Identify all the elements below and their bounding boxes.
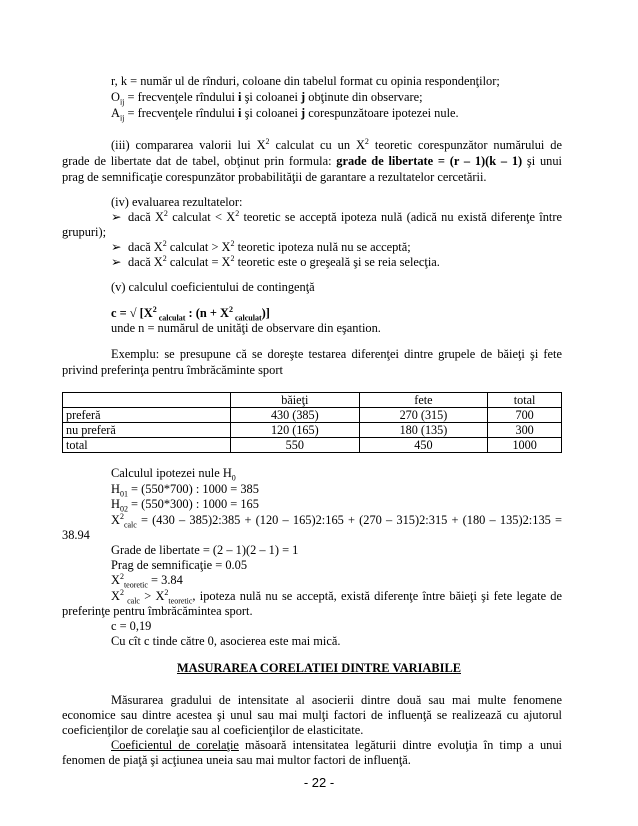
- table-header-cell: total: [488, 393, 562, 408]
- table-cell: 180 (135): [359, 423, 488, 438]
- coefficient-note: Cu cît c tinde către 0, asocierea este mai mică.: [111, 634, 341, 648]
- arrow-bullet-icon: ➢: [111, 240, 122, 254]
- page-number: - 22 -: [303, 775, 335, 790]
- section-title: MASURAREA CORELATIEI DINTRE VARIABILE: [176, 661, 461, 675]
- conclusion-line2: preferinţe pentru îmbrăcămintea sport.: [62, 604, 253, 618]
- conclusion-line1: $X^2$ $_{calc} > X^2_{teoretic}$, ipoteza nulă nu se acceptă, există diferenţe între băieţi şi fete legate de: [111, 587, 563, 606]
- table-row-label: preferă: [63, 408, 231, 423]
- arrow-bullet-icon: ➢: [111, 210, 122, 224]
- correlation-paragraph-line4: Coeficientul de corelaţie măsoară intensitatea legăturii dintre evoluţia în timp a unui: [111, 738, 562, 752]
- table-row: [63, 423, 562, 438]
- step-iii-line1: (iii) compararea valorii lui $X^2$ calculat cu un $X^2$ teoretic corespunzător numărului de: [111, 136, 562, 152]
- bullet-3: ➢ dacă $X^2$ calculat = $X^2$ teoretic este o greşeală şi se reia selecţia.: [111, 253, 440, 269]
- table-cell: [63, 393, 231, 408]
- table-header-cell: băieţi: [231, 393, 360, 408]
- h02-calc: $H_{02} = (550*300)$ : 1000 = 165: [111, 497, 259, 514]
- definition-r-k: r, k = număr ul de rînduri, coloane din tabelul format cu opinia respondenţilor;: [111, 74, 500, 88]
- h01-calc: $H_{01} = (550*700)$ : 1000 = 385: [111, 482, 259, 499]
- bullet-1-continuation: grupuri);: [62, 225, 107, 239]
- degrees-of-freedom: Grade de libertate = (2 – 1)(2 – 1) = 1: [111, 543, 299, 557]
- chi-square-theoretic: $X^2_{teoretic} = 3.84$: [111, 571, 183, 590]
- table-cell: 430 (385): [231, 408, 360, 423]
- chi-square-result: 38.94: [62, 528, 90, 542]
- table-header-row: [63, 393, 562, 408]
- definition-a: $A_{ij}$ = frecvenţele rîndului i şi coloanei j corespunzătoare ipotezei nule.: [111, 106, 459, 123]
- step-v-heading: (v) calculul coeficientului de contingenţă: [111, 280, 315, 294]
- definition-o: $O_{ij}$ = frecvenţele rîndului i şi coloanei j obţinute din observare;: [111, 90, 423, 107]
- correlation-paragraph-line1: Măsurarea gradului de intensitate al asocierii dintre două sau mai multe fenomene: [111, 693, 562, 707]
- table-row: [63, 408, 562, 423]
- table-row-label: total: [63, 438, 231, 453]
- step-iv-heading: (iv) evaluarea rezultatelor:: [111, 195, 243, 209]
- example-line2: privind preferinţa pentru îmbrăcăminte sport: [62, 363, 283, 377]
- example-line1: Exemplu: se presupune că se doreşte testarea diferenţei dintre grupele de băieţi şi fete: [111, 347, 562, 361]
- table-cell: 270 (315): [359, 408, 488, 423]
- table-cell: 450: [359, 438, 488, 453]
- table-header-cell: fete: [359, 393, 488, 408]
- table-row: [63, 438, 562, 453]
- null-hypothesis-heading: Calculul ipotezei nule $H_0$: [111, 466, 236, 483]
- significance-level: Prag de semnificaţie = 0.05: [111, 558, 248, 572]
- contingency-table: [62, 392, 562, 453]
- table-cell: 1000: [488, 438, 562, 453]
- step-iii-line2: grade de libertate dat de tabel, obţinut prin formula: grade de libertate = (r – 1)(k – 1) şi unui: [62, 154, 562, 168]
- correlation-paragraph-line3: coeficienţilor de corelaţie sau al coeficienţilor de elasticitate.: [62, 723, 364, 737]
- table-cell: 700: [488, 408, 562, 423]
- arrow-bullet-icon: ➢: [111, 255, 122, 269]
- coefficient-value: c = 0,19: [111, 619, 152, 633]
- table-cell: 300: [488, 423, 562, 438]
- table-cell: 120 (165): [231, 423, 360, 438]
- chi-square-calc: $X^2_{calc} = (430$ – 385)2:385 + (120 – 165)2:165 + (270 – 315)2:315 + (180 – 135)2:135 =: [111, 511, 562, 530]
- table-row-label: nu preferă: [63, 423, 231, 438]
- contingency-formula: c = √ [$X^2$ $_{calculat}$ : ($n + X^2$ $_{calculat}$)]: [111, 304, 270, 323]
- bullet-1: ➢ dacă $X^2$ calculat < $X^2$ teoretic se acceptă ipoteza nulă (adică nu există diferenţe între: [111, 208, 562, 224]
- table-cell: 550: [231, 438, 360, 453]
- correlation-paragraph-line5: fenomen de piaţă şi acţiunea uneia sau mai multor factori de influenţă.: [62, 753, 411, 767]
- formula-note: unde n = numărul de unităţi de observare din eşantion.: [111, 321, 381, 335]
- bullet-2: ➢ dacă $X^2$ calculat > $X^2$ teoretic ipoteza nulă nu se acceptă;: [111, 238, 411, 254]
- step-iii-line3: prag de semnificaţie corespunzător probabilităţii de garantare a rezultatelor cercetării.: [62, 170, 487, 184]
- correlation-paragraph-line2: economice sau dintre acestea şi unul sau mai mulţi factori de influenţă se realizează cu ajutorul: [62, 708, 562, 722]
